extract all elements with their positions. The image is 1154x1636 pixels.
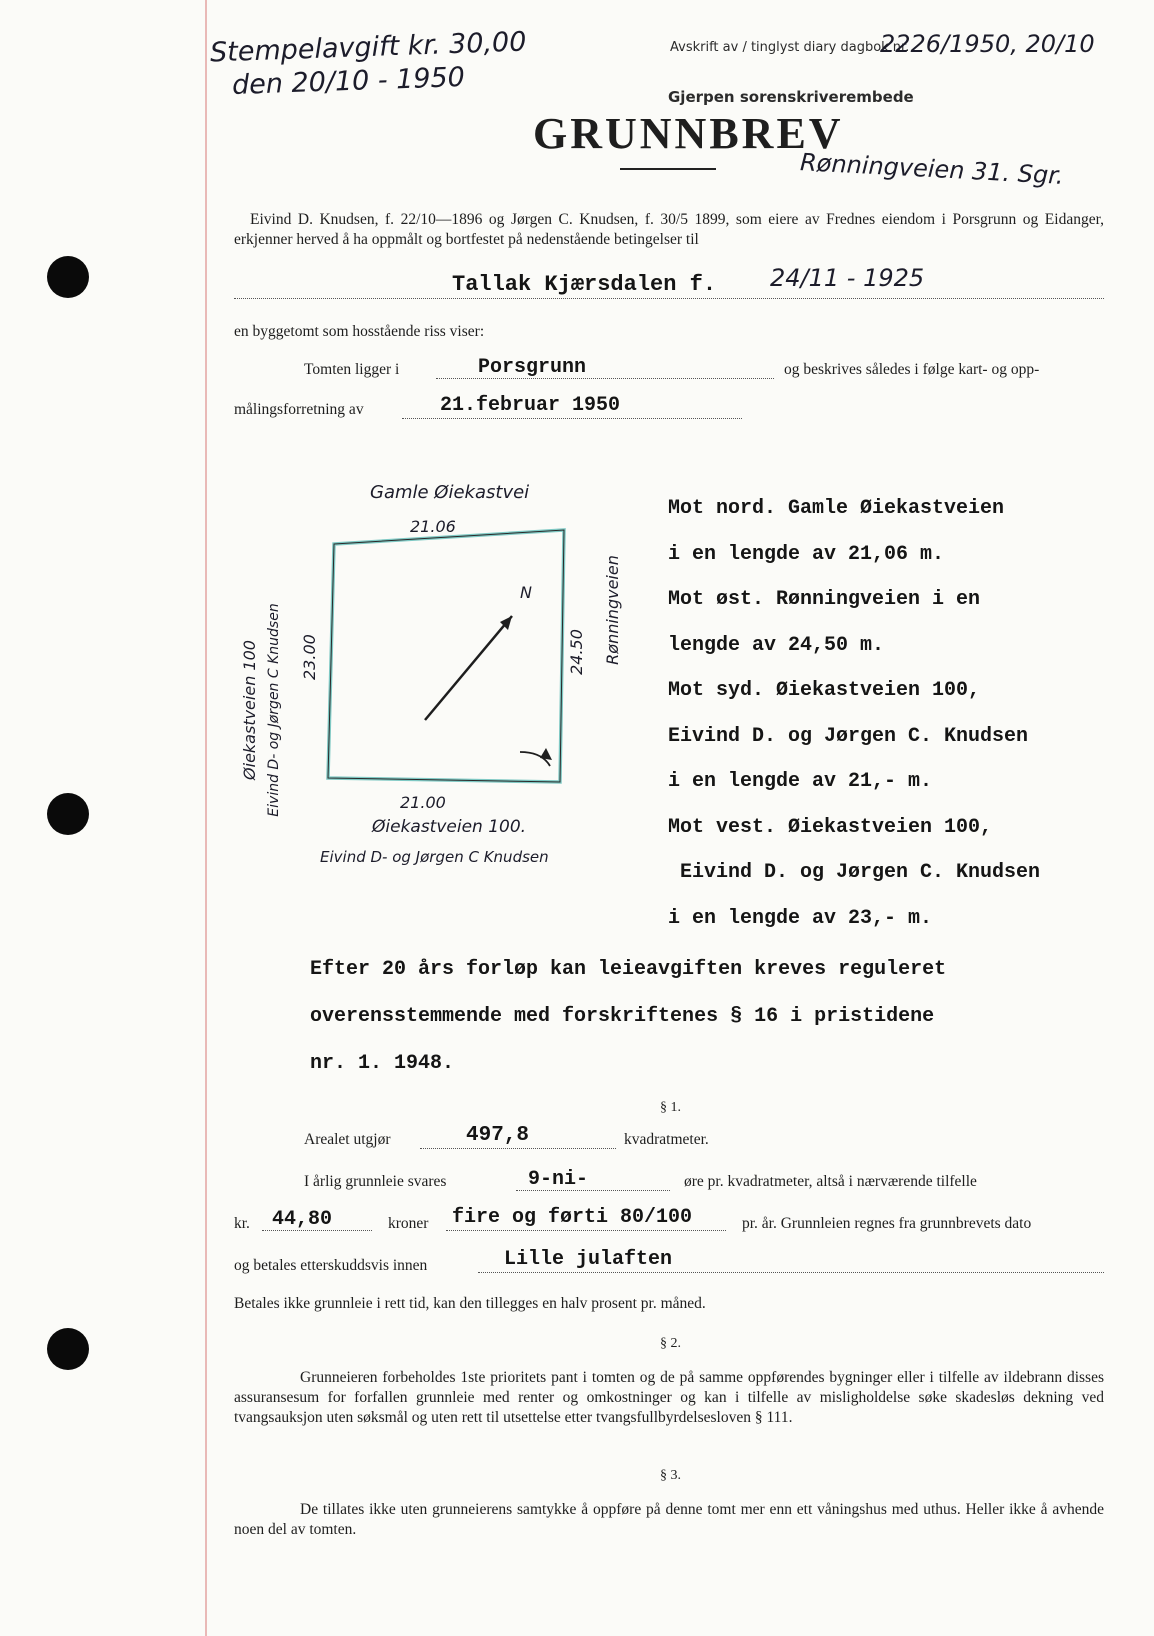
diary-number: 2226/1950, 20/10 (880, 30, 1095, 58)
boundary-line: Mot syd. Øiekastveien 100, (668, 679, 981, 702)
survey-date: 21.februar 1950 (440, 394, 621, 417)
punch-hole-icon (47, 793, 89, 835)
payment-prefix: og betales etterskuddsvis innen (234, 1257, 428, 1274)
section-3-heading: § 3. (660, 1468, 681, 1483)
north-road: Gamle Øiekastvei (370, 482, 530, 503)
area-value: 497,8 (466, 1124, 530, 1147)
regulation-line: overensstemmende med forskriftenes § 16 i pristidene (310, 1005, 935, 1028)
area-unit: kvadratmeter. (624, 1131, 709, 1148)
plot-outline-ink (328, 530, 564, 782)
punch-hole-icon (47, 256, 89, 298)
boundary-line: Mot vest. Øiekastveien 100, (668, 815, 993, 839)
title-underline (620, 168, 716, 170)
dotted-line (436, 378, 774, 379)
lessee-birth: 24/11 - 1925 (770, 264, 925, 292)
location-prefix: Tomten ligger i (304, 361, 400, 378)
plot-outline (328, 530, 564, 782)
section-2-text: Grunneieren forbeholdes 1ste prioritets pant i tomten og de på samme oppførendes bygninger eller i tilfelle av ildebrann disses assuransesum for forfallen grunnleie med renter og omkostninger og kan i tilfelle av misligholdelse søke skadesløs dekning ved tvangsauksjon uten søksmål og uten rett til utsettelse etter tvangsfullbyrdelsesloven § 111. (234, 1369, 1104, 1426)
area-prefix: Arealet utgjør (304, 1131, 391, 1148)
south-length: 21.00 (400, 793, 446, 812)
regulation-line: nr. 1. 1948. (310, 1052, 455, 1075)
survey-prefix: målingsforretning av (234, 401, 364, 418)
boundary-line: Mot øst. Rønningveien i en (668, 588, 981, 611)
south-owner: Eivind D- og Jørgen C Knudsen (320, 848, 549, 866)
after-amount: pr. år. Grunnleien regnes fra grunnbrevets dato (742, 1215, 1032, 1232)
boundary-line: i en lengde av 21,- m. (668, 770, 933, 793)
location-suffix: og beskrives således i følge kart- og opp- (784, 361, 1040, 378)
north-arrow-label: N (520, 583, 532, 602)
rent-rate: 9-ni- (528, 1168, 589, 1191)
municipality: Porsgrunn (478, 356, 587, 379)
intro-paragraph: Eivind D. Knudsen, f. 22/10—1896 og Jørgen C. Knudsen, f. 30/5 1899, som eiere av Frednes eiendom i Porsgrunn og Eidanger, erkjenner herved å ha oppmålt og bortfestet på nedenstående betingelser til (234, 211, 1104, 248)
east-road: Rønningveien (603, 555, 622, 665)
regulation-line: Efter 20 års forløp kan leieavgiften kreves reguleret (310, 958, 947, 981)
section-1-heading: § 1. (660, 1100, 681, 1115)
address-note: Rønningveien 31. Sgr. (799, 148, 1065, 190)
dotted-line (516, 1190, 670, 1191)
stamp-duty-note: Stempelavgift kr. 30,00 (209, 26, 527, 69)
plot-sketch (220, 430, 650, 890)
boundary-line: i en lengde av 21,06 m. (668, 542, 945, 566)
boundary-list (668, 486, 1040, 941)
page-title: GRUNNBREV (533, 109, 844, 158)
boundary-line: Mot nord. Gamle Øiekastveien (668, 497, 1005, 520)
regulation-clause (310, 946, 946, 1087)
boundary-line: Eivind D. og Jørgen C. Knudsen (668, 724, 1029, 748)
dotted-line (446, 1230, 726, 1231)
stamp-duty-date: den 20/10 - 1950 (231, 61, 466, 102)
office-stamp: Gjerpen sorenskriverembede (668, 88, 914, 106)
amount-words: fire og førti 80/100 (452, 1206, 693, 1229)
punch-hole-icon (47, 1328, 89, 1370)
boundary-line: lengde av 24,50 m. (668, 633, 885, 657)
section-3-text: De tillates ikke uten grunneierens samtykke å oppføre på denne tomt mer enn ett våningshus med uthus. Heller ikke å avhende noen del av tomten. (234, 1501, 1104, 1538)
payment-date: Lille julaften (504, 1248, 673, 1271)
boundary-line: Eivind D. og Jørgen C. Knudsen (680, 861, 1041, 884)
dotted-line (234, 298, 1104, 299)
west-length: 23.00 (300, 634, 319, 680)
plot-text: en byggetomt som hosstående riss viser: (234, 323, 485, 340)
lessee-name: Tallak Kjærsdalen f. (452, 272, 717, 297)
dotted-line (262, 1230, 372, 1231)
total-amount: 44,80 (272, 1208, 333, 1231)
diary-label: Avskrift av / tinglyst diary dagbok nr. (670, 40, 910, 55)
corner-arrow-icon (540, 748, 552, 760)
north-length: 21.06 (410, 517, 456, 536)
east-length: 24.50 (567, 629, 586, 675)
south-road: Øiekastveien 100. (372, 817, 527, 837)
dotted-line (478, 1272, 1104, 1273)
rent-prefix: I årlig grunnleie svares (304, 1173, 447, 1190)
margin-line (205, 0, 207, 1636)
late-payment-note: Betales ikke grunnleie i rett tid, kan den tillegges en halv prosent pr. måned. (234, 1295, 706, 1312)
west-road: Øiekastveien 100 (240, 640, 259, 780)
north-arrow-icon (425, 616, 512, 720)
west-owner: Eivind D- og Jørgen C Knudsen (266, 603, 282, 817)
dotted-line (402, 418, 742, 419)
dotted-line (420, 1148, 616, 1149)
boundary-line: i en lengde av 23,- m. (668, 906, 933, 930)
kroner-label: kroner (388, 1215, 429, 1232)
rent-suffix: øre pr. kvadratmeter, altså i nærværende tilfelle (684, 1173, 977, 1190)
kr-label: kr. (234, 1215, 250, 1232)
section-2-heading: § 2. (660, 1336, 681, 1351)
